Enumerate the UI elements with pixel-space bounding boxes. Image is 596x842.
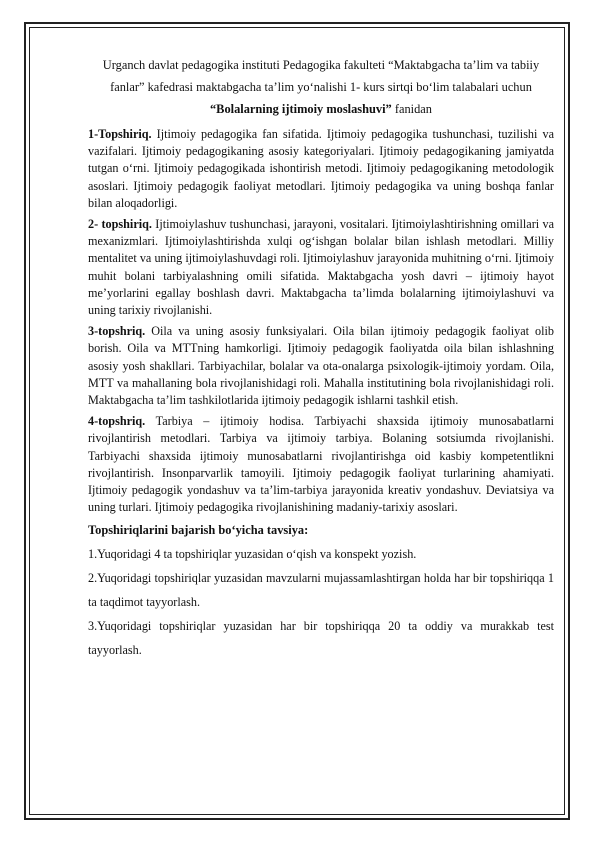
recommendation-item-2: 2.Yuqoridagi topshiriqlar yuzasidan mavzularni mujassamlashtirgan holda har bir topshiriqqa 1 ta taqdimot tayyorlash.	[88, 571, 554, 610]
task-2-title: 2- topshiriq.	[88, 217, 152, 232]
recommendation-item-3: 3.Yuqoridagi topshiriqlar yuzasidan har bir topshiriqqa 20 ta oddiy va murakkab test tayyorlash.	[88, 619, 554, 658]
task-4-text: Tarbiya – ijtimoiy hodisa. Tarbiyachi shaxsida ijtimoiy munosabatlarni rivojlantirish metodlari. Tarbiya va ijtimoiy tarbiya. Bolaning sotsiumda rivojlanishi. Tarbiyachi shaxsida ijtimoiy munosabatlarni rivojlantirishga oid kasbiy kompetentlikni rivojlantirish. Insonparvarlik tamoyili. Ijtimoiy pedagogik faoliyat turlarining ahamiyati. Ijtimoiy pedagogik yondashuv va ta’lim-tarbiya jarayonida kreativ yondashuv. Deviatsiya va uning turlari. Ijtimoiy pedagogika rivojlanishining madaniy-tarixiy asoslari.	[88, 414, 554, 515]
header-text: Urganch davlat pedagogika instituti Pedagogika fakulteti “Maktabgacha ta’lim va tabiiy fanlar” kafedrasi maktabgacha ta’lim yo‘nalishi 1- kurs sirtqi bo‘lim talabalari uchun	[102, 58, 540, 94]
task-1-title: 1-Topshiriq.	[88, 127, 152, 141]
document-header	[88, 54, 554, 120]
recommendations-title: Topshiriqlarini bajarish bo‘yicha tavsiya:	[88, 523, 309, 538]
header-suffix: fanidan	[391, 102, 433, 116]
task-4	[88, 413, 554, 516]
document-body	[88, 54, 554, 662]
task-2-text: Ijtimoiylashuv tushunchasi, jarayoni, vositalari. Ijtimoiylashtirishning omillari va mexanizmlari. Ijtimoiylashtirishda xulqi og‘ishgan bolalar bilan ishlash metodlari. Milliy mentalitet va uning ijtimoiylashuvdagi roli. Ijtimoiylashuv jarayonida muhitning o‘rni. Ijtimoiy muhit bolani tarbiyalashning omili sifatida. Maktabgacha yosh davri – ijtimoiy hayot me’yorlarini egallay boshlash davri. Maktabgacha ta’limda bolalarning ijtimoiylashuvi va uning tarixiy rivojlanishi.	[88, 217, 554, 318]
task-1-text: Ijtimoiy pedagogika fan sifatida. Ijtimoiy pedagogika tushunchasi, tuzilishi va vazifalari. Ijtimoiy pedagogikaning asosiy kategoriyalari. Ijtimoiy pedagogikaning jamiyatda tutgan o‘rni. Ijtimoiy pedagogikada ishontirish metodi. Ijtimoiy pedagogikaning metodologik asoslari. Ijtimoiy pedagogik faoliyat metodlari. Ijtimoiy pedagogika va uning boshqa fanlar bilan aloqadorligi.	[88, 127, 554, 210]
task-1	[88, 126, 554, 212]
task-3	[88, 323, 554, 409]
task-2	[88, 216, 554, 319]
task-3-text: Oila va uning asosiy funksiyalari. Oila bilan ijtimoiy pedagogik faoliyat olib borish. Oila va MTTning hamkorligi. Ijtimoiy pedagogik faoliyatda oila bilan ishlashning asosiy yosh shakllari. Tarbiyachilar, bolalar va ota-onalarga psixologik-ijtimoiy yordam. Oila, MTT va mahallaning bola rivojlanishidagi roli. Mahalla institutining bola rivojlanishidagi roli. Maktabgacha ta’lim tashkilotlarida ijtimoiy pedagogik ishlarni tashkil etish.	[88, 324, 554, 408]
subject-title: “Bolalarning ijtimoiy moslashuvi”	[209, 102, 392, 116]
task-4-title: 4-topshriq.	[88, 414, 146, 429]
task-3-title: 3-topshriq.	[88, 324, 146, 339]
recommendation-item-1: 1.Yuqoridagi 4 ta topshiriqlar yuzasidan o‘qish va konspekt yozish.	[88, 547, 417, 562]
